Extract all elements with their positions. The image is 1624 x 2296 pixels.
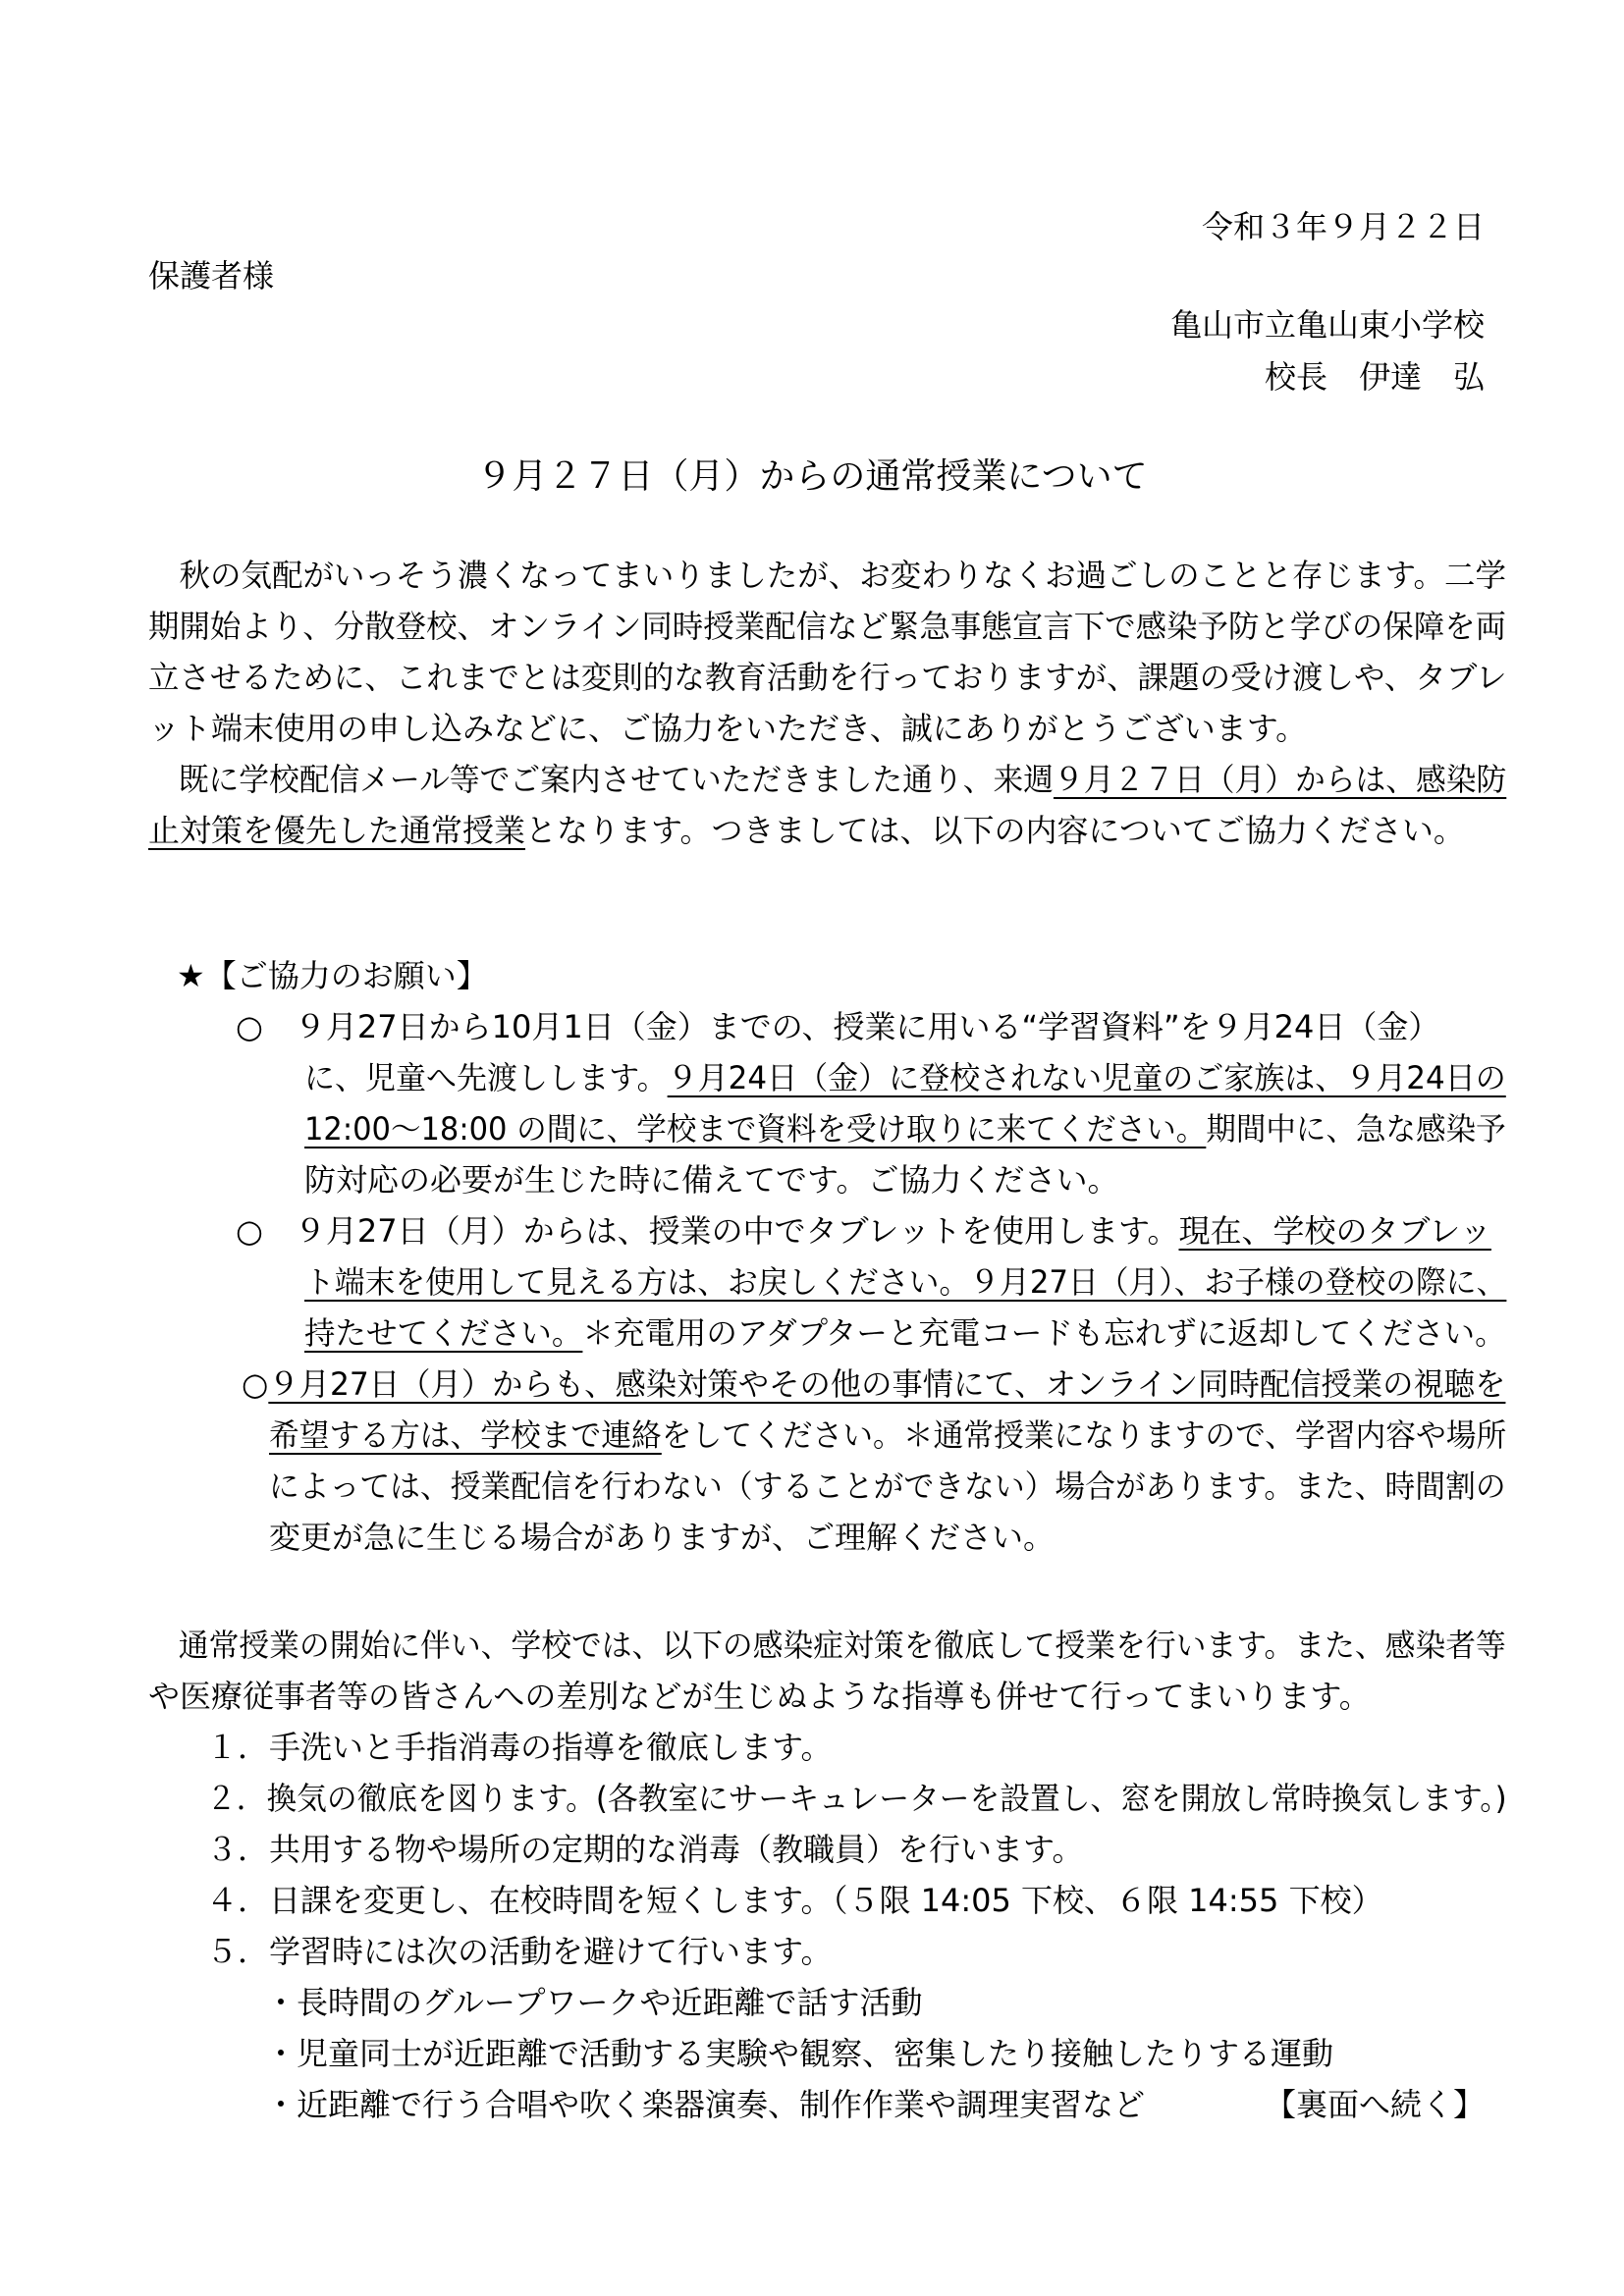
underlined-text: ト端末を使用して見える方は、お戻しください。９月27日（月）、お子様の登校の際に、 — [304, 1263, 1507, 1301]
intro-text: 既に学校配信メール等でご案内させていただきました通り、来週 — [148, 761, 1054, 798]
request-text: ＊充電用のアダプターと充電コードも忘れずに返却してください。 — [582, 1314, 1506, 1352]
request-text: ○ ９月27日（月）からは、授業の中でタブレットを使用します。 — [236, 1212, 1179, 1250]
intro-line: ット端末使用の申し込みなどに、ご協力をいただき、誠にありがとうございます。 — [148, 710, 1308, 747]
request-text: 期間中に、急な感染予 — [1206, 1110, 1506, 1148]
request-item-line: 変更が急に生じる場合がありますが、ご理解ください。 — [269, 1519, 1056, 1556]
request-item-line: 防対応の必要が生じた時に備えてです。ご協力ください。 — [304, 1161, 1119, 1199]
measure-item: ５．学習時には次の活動を避けて行います。 — [206, 1933, 833, 1970]
intro-line: 期開始より、分散登校、オンライン同時授業配信など緊急事態宣言下で感染予防と学びの保障を両 — [148, 608, 1507, 645]
request-item-line — [242, 1365, 1506, 1403]
measure-item: ４．日課を変更し、在校時間を短くします。（５限 14:05 下校、６限 14:55 下校） — [206, 1882, 1383, 1919]
underlined-text: ９月24日（金）に登校されない児童のご家族は、９月24日の — [667, 1059, 1506, 1096]
request-item-line — [304, 1263, 1507, 1301]
school-name: 亀山市立亀山東小学校 — [1169, 306, 1485, 344]
underlined-text: 12:00～18:00 の間に、学校まで資料を受け取りに来てください。 — [304, 1110, 1207, 1148]
sub-item: ・児童同士が近距離で活動する実験や観察、密集したり接触したりする運動 — [265, 2035, 1334, 2072]
underlined-text: ９月27日（月）からも、感染対策やその他の事情にて、オンライン同時配信授業の視聴を — [268, 1365, 1506, 1403]
principal-name: 校長 伊達 弘 — [1264, 358, 1485, 396]
request-item-line — [236, 1212, 1491, 1250]
request-text: をしてください。＊通常授業になりますので、学習内容や場所 — [661, 1416, 1507, 1454]
request-item-line: によっては、授業配信を行わない（することができない）場合があります。また、時間割の — [269, 1468, 1506, 1505]
request-text: ○ — [242, 1365, 269, 1403]
underlined-text: ９月２７日（月）からは、感染防 — [1053, 761, 1507, 798]
measure-item: ２．換気の徹底を図ります。(各教室にサーキュレーターを設置し、窓を開放し常時換気します。) — [206, 1780, 1507, 1817]
intro-line — [148, 761, 1507, 798]
request-item-line — [304, 1314, 1506, 1352]
request-text: に、児童へ先渡しします。 — [304, 1059, 668, 1096]
underlined-text: 止対策を優先した通常授業 — [148, 812, 526, 849]
request-item-line — [269, 1416, 1507, 1454]
request-heading: ★【ご協力のお願い】 — [177, 957, 488, 994]
addressee: 保護者様 — [148, 257, 275, 294]
intro-text: となります。つきましては、以下の内容についてご協力ください。 — [525, 812, 1465, 849]
intro-line — [148, 812, 1465, 849]
underlined-text: 持たせてください。 — [304, 1314, 583, 1352]
continued-note: 【裏面へ続く】 — [1264, 2086, 1485, 2123]
intro-line: 立させるために、これまでとは変則的な教育活動を行っておりますが、課題の受け渡しや、タブレ — [148, 659, 1507, 696]
sub-item: ・近距離で行う合唱や吹く楽器演奏、制作作業や調理実習など — [265, 2086, 1146, 2123]
intro-line: 秋の気配がいっそう濃くなってまいりましたが、お変わりなくお過ごしのことと存じます。二学 — [148, 557, 1506, 594]
document-title: ９月２７日（月）からの通常授業について — [476, 456, 1148, 497]
request-item-line — [304, 1059, 1506, 1096]
document-date: 令和３年９月２２日 — [1201, 208, 1485, 245]
request-item-line: ○ ９月27日から10月1日（金）までの、授業に用いる“学習資料”を９月24日（金） — [236, 1008, 1440, 1045]
request-item-line — [304, 1110, 1506, 1148]
underlined-text: 現在、学校のタブレッ — [1178, 1212, 1491, 1250]
underlined-text: 希望する方は、学校まで連絡 — [269, 1416, 662, 1454]
measure-item: ３．共用する物や場所の定期的な消毒（教職員）を行います。 — [206, 1831, 1084, 1868]
measures-paragraph-line: 通常授業の開始に伴い、学校では、以下の感染症対策を徹底して授業を行います。また、感染者等 — [148, 1627, 1506, 1664]
measures-paragraph-line: や医療従事者等の皆さんへの差別などが生じぬような指導も併せて行ってまいります。 — [148, 1678, 1371, 1715]
measure-item: １．手洗いと手指消毒の指導を徹底します。 — [206, 1729, 833, 1766]
sub-item: ・長時間のグループワークや近距離で話す活動 — [265, 1984, 923, 2021]
